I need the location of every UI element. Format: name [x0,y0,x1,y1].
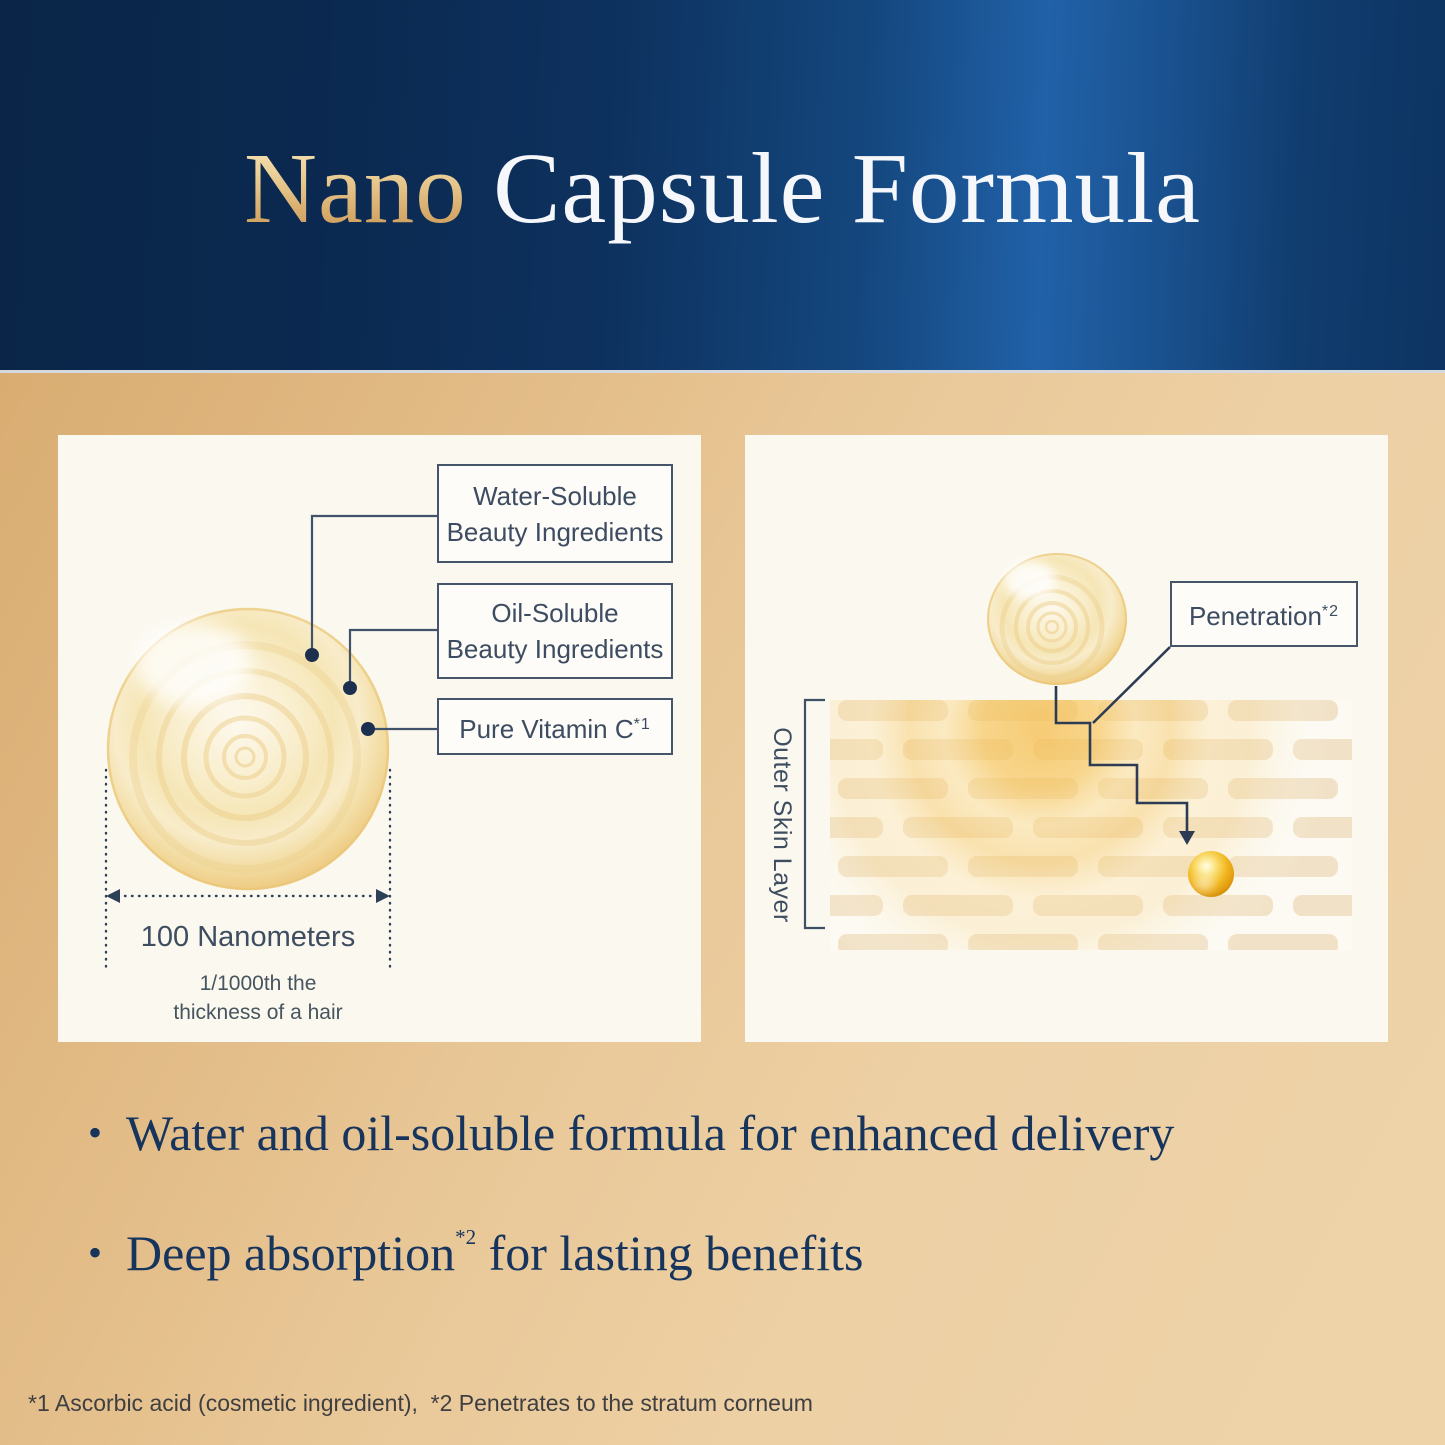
outer-skin-layer-label: Outer Skin Layer [768,727,796,923]
callout-label: Penetration [1188,601,1322,631]
bullet-item [88,1102,1398,1164]
footnote: *1 Ascorbic acid (cosmetic ingredient), *2 Penetrates to the stratum corneum [28,1390,813,1416]
callout-line: Oil-Soluble [491,598,619,628]
droplet-highlight [1194,877,1214,891]
size-measurement-label: 100 Nanometers [140,921,356,953]
measurement-arrowheads [106,889,390,903]
footnote-marker: *2 [1321,603,1340,620]
absorption-glow [748,438,1332,1022]
skin-penetration-panel [745,435,1388,1042]
title-banner [0,0,1445,373]
page-title [0,128,1445,248]
size-measurement-note [108,969,408,1027]
bullet-marker: • [88,1230,103,1275]
callout-penetration [1170,581,1358,647]
bullet-text-post: for lasting benefits [476,1225,864,1281]
bubble-highlight [136,623,252,707]
bullet-text [126,1222,863,1284]
bullet-text-pre: Water and oil-soluble formula for enhanced delivery [126,1105,1175,1161]
bullet-text [126,1102,1174,1164]
callout-oil-soluble [437,583,673,679]
callout-line: Water-Soluble [473,480,637,511]
title-highlight: Nano [244,132,467,244]
bullet-item [88,1222,1398,1284]
callout-label: Pure Vitamin C [459,713,634,744]
callout-water-soluble [437,464,673,563]
benefit-bullets [88,1102,1398,1284]
note-line: 1/1000th the [199,972,317,995]
title-rest: Capsule Formula [466,132,1201,244]
absorbed-droplet [1188,851,1234,897]
footnote-marker: *2 [455,1225,477,1249]
callout-line: Beauty Ingredients [446,634,664,664]
bullet-marker: • [88,1110,103,1155]
callout-line [459,707,651,747]
callout-line: Beauty Ingredients [446,516,664,547]
capsule-structure-panel [58,435,701,1042]
callout-line [1189,594,1339,634]
skin-layer-bracket [805,700,825,928]
penetration-diagram [745,435,1388,1042]
note-line: thickness of a hair [173,1001,343,1024]
bullet-text-pre: Deep absorption [126,1225,456,1281]
footnote-marker: *1 [633,715,651,733]
callout-pure-vitamin-c [437,698,673,755]
bubble-highlight [1004,561,1056,599]
